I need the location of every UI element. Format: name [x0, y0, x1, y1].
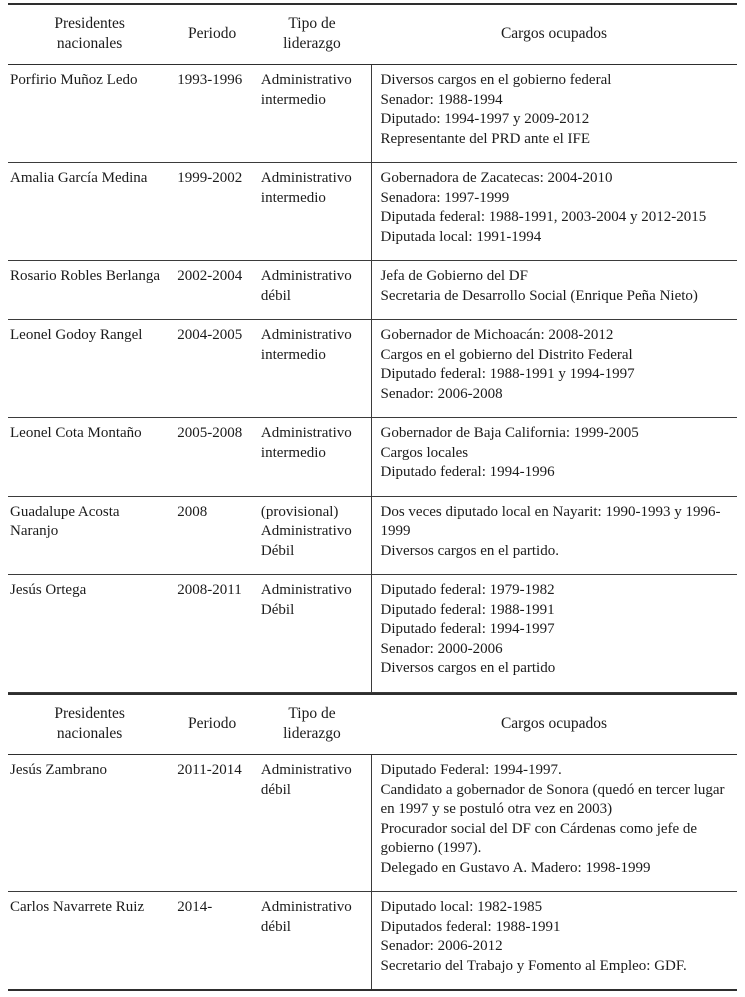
header-period	[171, 4, 253, 65]
leadership-type: Administrativo débil	[253, 261, 371, 320]
header-leadership-label: Tipo de liderazgo	[283, 15, 341, 53]
president-name: Leonel Godoy Rangel	[8, 320, 171, 418]
period: 2002-2004	[171, 261, 253, 320]
position-line: Diputado: 1994-1997 y 2009-2012	[380, 111, 590, 128]
position-line: Cargos en el gobierno del Distrito Federal	[380, 346, 633, 363]
position-line: Diversos cargos en el gobierno federal	[380, 72, 612, 89]
header-presidents-label: Presidentes nacionales	[54, 15, 125, 53]
position-line: Diputado federal: 1994-1996	[380, 464, 555, 481]
position-line: Procurador social del DF con Cárdenas como jefe de gobierno (1997).	[380, 820, 698, 857]
positions-cell	[371, 418, 737, 497]
leadership-type: Administrativo débil	[253, 755, 371, 892]
header-presidents	[8, 4, 171, 65]
position-line: Diputada federal: 1988-1991, 2003-2004 y 2012-2015	[380, 209, 707, 226]
header-positions-label: Cargos ocupados	[500, 714, 608, 732]
position-line: Diputado local: 1982-1985	[380, 899, 543, 916]
positions-cell	[371, 65, 737, 163]
position-line: Diputado federal: 1988-1991	[380, 601, 555, 618]
table-header	[8, 4, 737, 65]
president-name: Amalia García Medina	[8, 163, 171, 261]
period: 1993-1996	[171, 65, 253, 163]
position-line: Candidato a gobernador de Sonora (quedó en tercer lugar en 1997 y se postuló otra vez en 2003)	[380, 781, 725, 818]
table-row	[8, 496, 737, 575]
table-row	[8, 163, 737, 261]
table-row	[8, 418, 737, 497]
table-row	[8, 755, 737, 892]
header-positions	[371, 4, 737, 65]
period: 2005-2008	[171, 418, 253, 497]
president-name: Rosario Robles Berlanga	[8, 261, 171, 320]
president-name: Guadalupe Acosta Naranjo	[8, 496, 171, 575]
leadership-type: (provisional) Administrativo Débil	[253, 496, 371, 575]
header-leadership-label: Tipo de liderazgo	[283, 704, 341, 742]
leadership-type: Administrativo intermedio	[253, 320, 371, 418]
header-positions-label: Cargos ocupados	[500, 25, 608, 43]
position-line: Dos veces diputado local en Nayarit: 1990-1993 y 1996-1999	[380, 503, 721, 540]
positions-cell	[371, 892, 737, 991]
position-line: Senadora: 1997-1999	[380, 189, 510, 206]
position-line: Jefa de Gobierno del DF	[380, 268, 528, 285]
president-name: Porfirio Muñoz Ledo	[8, 65, 171, 163]
period: 2008-2011	[171, 575, 253, 693]
header-row	[8, 4, 737, 65]
leadership-type: Administrativo intermedio	[253, 163, 371, 261]
table-row	[8, 575, 737, 693]
leadership-type: Administrativo intermedio	[253, 418, 371, 497]
header-leadership	[253, 4, 371, 65]
president-name: Jesús Ortega	[8, 575, 171, 693]
header-row	[8, 694, 737, 755]
position-line: Senador: 1988-1994	[380, 91, 503, 108]
table-row	[8, 892, 737, 991]
table-body-part2	[8, 755, 737, 991]
position-line: Diputado federal: 1994-1997	[380, 621, 555, 638]
position-line: Gobernador de Baja California: 1999-2005	[380, 425, 639, 442]
presidents-table-part2	[8, 693, 737, 991]
position-line: Gobernadora de Zacatecas: 2004-2010	[380, 170, 613, 187]
positions-cell	[371, 575, 737, 693]
header-period-label: Periodo	[187, 25, 237, 43]
header-period	[171, 694, 253, 755]
leadership-type: Administrativo intermedio	[253, 65, 371, 163]
table-header	[8, 694, 737, 755]
table-row	[8, 261, 737, 320]
position-line: Diversos cargos en el partido.	[380, 542, 559, 559]
president-name: Carlos Navarrete Ruiz	[8, 892, 171, 991]
header-presidents	[8, 694, 171, 755]
position-line: Diputada local: 1991-1994	[380, 228, 542, 245]
period: 1999-2002	[171, 163, 253, 261]
table-body-part1	[8, 65, 737, 693]
period: 2004-2005	[171, 320, 253, 418]
leadership-type: Administrativo débil	[253, 892, 371, 991]
position-line: Cargos locales	[380, 444, 469, 461]
period: 2014-	[171, 892, 253, 991]
positions-cell	[371, 496, 737, 575]
position-line: Senador: 2000-2006	[380, 640, 503, 657]
position-line: Senador: 2006-2008	[380, 385, 503, 402]
position-line: Representante del PRD ante el IFE	[380, 130, 591, 147]
position-line: Secretario del Trabajo y Fomento al Empleo: GDF.	[380, 957, 687, 974]
position-line: Secretaria de Desarrollo Social (Enrique Peña Nieto)	[380, 287, 698, 304]
period: 2011-2014	[171, 755, 253, 892]
position-line: Diputados federal: 1988-1991	[380, 918, 561, 935]
president-name: Leonel Cota Montaño	[8, 418, 171, 497]
position-line: Diversos cargos en el partido	[380, 660, 556, 677]
header-leadership	[253, 694, 371, 755]
positions-cell	[371, 755, 737, 892]
header-period-label: Periodo	[187, 714, 237, 732]
position-line: Diputado federal: 1988-1991 y 1994-1997	[380, 366, 635, 383]
header-positions	[371, 694, 737, 755]
position-line: Delegado en Gustavo A. Madero: 1998-1999	[380, 859, 651, 876]
president-name: Jesús Zambrano	[8, 755, 171, 892]
period: 2008	[171, 496, 253, 575]
header-presidents-label: Presidentes nacionales	[54, 704, 125, 742]
leadership-type: Administrativo Débil	[253, 575, 371, 693]
position-line: Diputado federal: 1979-1982	[380, 582, 555, 599]
table-row	[8, 65, 737, 163]
positions-cell	[371, 163, 737, 261]
position-line: Diputado Federal: 1994-1997.	[380, 762, 562, 779]
position-line: Gobernador de Michoacán: 2008-2012	[380, 327, 614, 344]
positions-cell	[371, 320, 737, 418]
presidents-table-part1	[8, 3, 737, 693]
table-row	[8, 320, 737, 418]
position-line: Senador: 2006-2012	[380, 938, 503, 955]
positions-cell	[371, 261, 737, 320]
